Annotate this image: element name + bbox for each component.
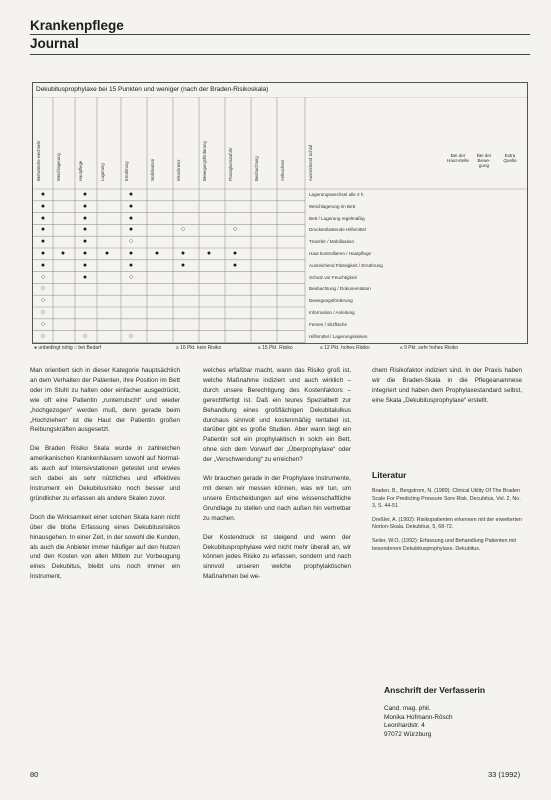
column-header: Ernährung	[124, 161, 129, 181]
row-label: Ausreichend Flüssigkeit / Ernährung	[309, 262, 383, 268]
row-mark: ○	[40, 285, 46, 293]
row-mark: ●	[40, 191, 46, 198]
row-mark: ●	[82, 273, 88, 281]
header-rule	[30, 34, 530, 35]
literature-list	[372, 488, 522, 559]
page-number-right: 33 (1992)	[488, 770, 521, 779]
row-mark: ●	[128, 226, 134, 234]
address-line: Cand. mag. phil.	[384, 705, 431, 712]
row-mark: ●	[180, 250, 186, 257]
row-mark: ●	[40, 214, 46, 222]
paragraph: Der Kostendruck ist steigend und wenn der Dekubitusprophylaxe wird nicht mehr überall an, wir können jedes Risiko zu erfassen, sondern und nach sinnvoll unseren welche prophylaktischen Maßnahmen bei we-	[203, 533, 351, 581]
row-mark: ●	[40, 202, 46, 210]
paragraph: Doch die Wirksamkeit einer solchen Skala kann nicht über die bloße Erfassung eines Dekubitusrisikos hinausgehen. In einer Zeit, in der sowohl die Kunden, als auch die Anbieter immer häufiger auf den Nutzen und den Kosten von allen Mitteln zur Vorbeugung eines Dekubitus, bleibt uns noch immer ein Instrument,	[30, 513, 180, 581]
column-header: Bewegungsförderung	[202, 141, 207, 181]
text-column-2	[203, 366, 351, 591]
row-label: Bett / Lagerung regelmäßig	[309, 215, 365, 221]
row-label: Beobachtung / Dokumentation	[309, 286, 371, 292]
address-line: Leonhardstr. 4	[384, 722, 425, 730]
row-mark: ●	[128, 191, 134, 198]
row-mark: ●	[40, 261, 46, 269]
row-mark: ●	[82, 238, 88, 246]
row-mark: ●	[128, 250, 134, 257]
address-line: 97072 Würzburg	[384, 730, 432, 738]
section-title: Krankenpflege	[30, 18, 124, 33]
author-address	[384, 705, 453, 739]
row-label: Schutz vor Feuchtigkeit	[309, 274, 357, 280]
row-mark: ●	[82, 191, 88, 198]
column-header: Bettwäsche wechseln	[36, 140, 41, 181]
row-mark: ●	[40, 238, 46, 246]
paragraph: Wir brauchen gerade in der Prophylaxe Instrumente, mit denen wir messen können, was wir tun, um unsere Entscheidungen auf eine wissenschaftliche Grundlage zu stellen und nach außen hin vertretbar zu machen.	[203, 475, 351, 522]
row-mark: ○	[232, 226, 238, 234]
column-header: Beobachtung	[254, 156, 259, 181]
column-header: Inkontinenz	[176, 159, 181, 181]
row-mark: ●	[82, 214, 88, 222]
column-header: Anfeuchten	[280, 159, 285, 181]
row-mark: ○	[40, 320, 46, 328]
column-header: Mobilisation	[150, 158, 155, 181]
reference-item: Seiler, W.O. (1992): Erfassung und Behandlung Patienten mit besonderem Dekubitusprophylaxe. Dekubitus.	[372, 537, 516, 552]
table-legend-item: ≤ 12 Pkt. hohes Risiko	[320, 345, 370, 351]
paragraph: welches erfaßbar macht, wann das Risiko groß ist, welche Maßnahme indiziert und auch wirklich – durch unsere Berechtigung des Kostenfaktors – gerechtfertigt ist. Daß ein teures Spezialbett zur Behandlung eines großflächigen Dekubitalulkus durchaus sinnvoll und kostenmäßig rentabel ist, darüber gibt es große Studien. Aber wann liegt ein Patientin soll ein prophylaktisch in solch ein Bett, ohne sich dem Vorwurf der „Überprophylaxe“ oder der „Verschwendung“ zu erreichen?	[203, 367, 351, 464]
row-mark: ○	[128, 238, 134, 246]
row-mark: ●	[60, 250, 66, 257]
row-mark: ●	[232, 261, 238, 269]
row-label: Druckentlastende Hilfsmittel	[309, 227, 366, 233]
column-header: Ausreichend Schlaf	[308, 144, 313, 181]
row-mark: ●	[154, 250, 160, 257]
text-column-3	[372, 366, 522, 415]
row-mark: ○	[82, 332, 88, 340]
column-header: Hautpflege	[78, 160, 83, 181]
row-mark: ●	[128, 202, 134, 210]
table-legend-item: ≥ 16 Pkt. kein Risiko	[176, 345, 222, 351]
row-mark: ○	[128, 332, 134, 340]
text-column-1	[30, 366, 180, 591]
row-mark: ●	[232, 250, 238, 257]
row-label: Fersen / Sitzfläche	[309, 321, 348, 327]
table-caption: Dekubitusprophylaxe bei 15 Punkten und weniger (nach der Braden-Risikoskala)	[36, 86, 269, 93]
address-heading: Anschrift der Verfasserin	[384, 685, 486, 695]
row-mark: ○	[40, 332, 46, 340]
row-label: Transfer / Mobilisation	[309, 239, 355, 245]
literature-heading: Literatur	[372, 470, 407, 480]
legend-head: Bei der Bewe-gung	[476, 153, 492, 168]
row-mark: ○	[180, 226, 186, 234]
row-mark: ○	[40, 297, 46, 305]
row-mark: ●	[40, 226, 46, 234]
row-mark: ●	[82, 226, 88, 234]
row-mark: ●	[104, 250, 110, 257]
column-header: Lagerung	[100, 163, 105, 181]
row-label: Haut kontrollieren / Hautpflege	[309, 251, 372, 256]
column-header: Flüssigkeitszufuhr	[228, 147, 233, 181]
row-mark: ●	[128, 214, 134, 222]
row-mark: ●	[128, 261, 134, 269]
reference-item: Dreßler, A. (1992): Risikopatienten erkennen mit der erweiterten Norton-Skala. Dekubitus, 5, 68-72.	[372, 516, 522, 531]
table-legend-item: ≤ 9 Pkt. sehr hohes Risiko	[400, 345, 459, 351]
paragraph: chem Risikofaktor indiziert sind. In der Praxis haben wir die Braden-Skala in die Pflegeanamnese integriert und haben dem Prophylaxestandard selbst, eine Skala „Dekubitusprophylaxe“ erstellt.	[372, 367, 522, 404]
table-grid	[33, 97, 527, 343]
paragraph: Die Braden Risiko Skala wurde in zahlreichen amerikanischen Krankenhäusern sowohl auf Normal- als auch auf Intensivstationen getestet und erwies sich dabei als sehr nützliches und effektives Instrument ein Dekubitusrisiko noch besser und gründlicher zu erfassen als andere Skalen zuvor.	[30, 445, 180, 502]
row-label: Bewegungsförderung	[309, 298, 353, 304]
legend-head: Extra Quelle	[503, 153, 517, 163]
row-mark: ○	[40, 273, 46, 281]
row-mark: ○	[128, 273, 134, 281]
table-legend-item: ≤ 15 Pkt. Risiko	[258, 345, 293, 351]
address-line: Monika Hofmann-Rösch	[384, 713, 453, 721]
row-mark: ●	[206, 250, 212, 257]
row-mark: ○	[40, 309, 46, 316]
row-label: Hilfsmittel / Lagerungskissen	[309, 333, 368, 339]
row-mark: ●	[82, 202, 88, 210]
paragraph: Man orientiert sich in dieser Kategorie hauptsächlich an dem Verhalten der Patienten, ihre Position im Bett oder im Stuhl zu halten oder einfacher ausgedrückt, wie oft eine Patientin „runterrutscht“ und wieder „hochgezogen“ werden muß, denn gerade beim „Hochziehen“ ist die Haut der Patientin großen Reibungskräften ausgesetzt.	[30, 367, 180, 434]
header-rule-bottom	[30, 54, 530, 55]
row-mark: ●	[40, 250, 46, 257]
row-mark: ●	[82, 250, 88, 257]
page-number-left: 80	[30, 770, 39, 779]
row-label: Lagerungswechsel alle 2 h	[309, 192, 364, 197]
section-subtitle: Journal	[30, 36, 79, 51]
prophylaxis-table	[32, 82, 528, 344]
row-mark: ●	[180, 261, 186, 269]
row-label: Weichlagerung im Bett	[309, 203, 356, 209]
row-label: Information / Anleitung	[309, 310, 355, 315]
reference-item: Braden, B., Bergstrom, N. (1989): Clinical Utility Of The Braden Scale For Predicting Pressure Sore Risk. Decubitus, Vol. 2, No. 3, S. 44-51.	[372, 488, 521, 510]
legend-head: Bei der Haut-stelle	[447, 153, 469, 163]
column-header: Weichlagerung	[56, 153, 61, 181]
table-legend-item: ● unbedingt nötig ○ bei Bedarf	[34, 345, 102, 351]
row-mark: ●	[82, 261, 88, 269]
